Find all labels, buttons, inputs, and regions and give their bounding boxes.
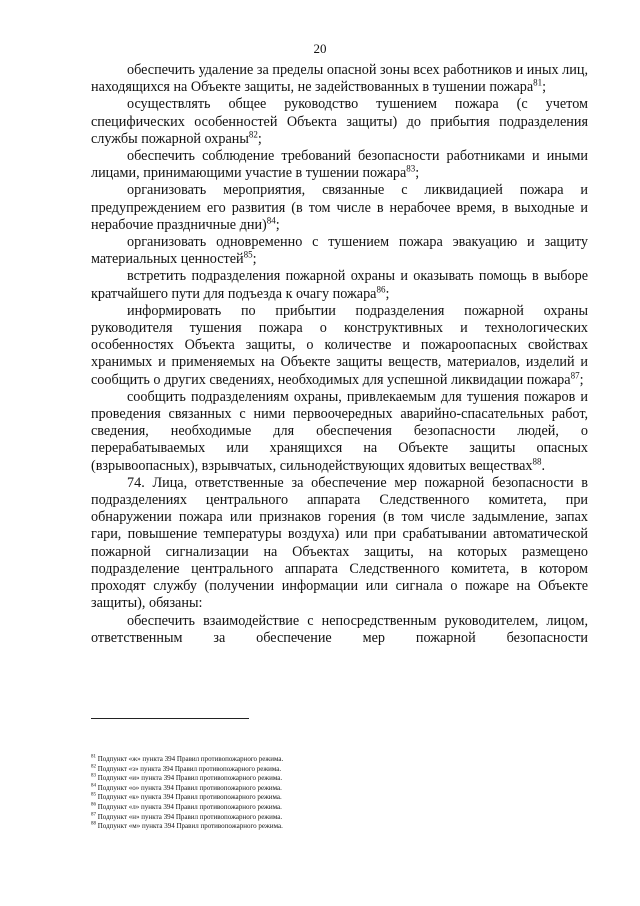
footnotes (91, 755, 531, 832)
paragraph-2-text: осуществлять общее руководство тушением пожара (с учетом специфических особенностей Объекта защиты) до прибытия подразделения службы пожарной охраны (91, 96, 588, 147)
paragraph-4-text: организовать мероприятия, связанные с ликвидацией пожара и предупреждением его развития (в том числе в нерабочее время, в выходные и нерабочие праздничные дни) (91, 182, 588, 233)
paragraph-3 (91, 148, 588, 182)
footnote-ref-82: 82 (248, 129, 258, 140)
paragraph-2 (91, 96, 588, 148)
paragraph-5-text: организовать одновременно с тушением пожара эвакуацию и защиту материальных ценностей (91, 234, 588, 268)
paragraph-3-tail: ; (415, 165, 420, 182)
footnote-divider (91, 718, 249, 719)
footnote-ref-84: 84 (266, 215, 276, 226)
paragraph-7-text: информировать по прибытии подразделения пожарной охраны руководителя тушения пожара о конструктивных и технологических особенностях Объекта защиты, о количестве и пожароопасных свойствах хранимых и применяемых на Объекте защиты веществ, материалов, изделий и сообщить о других сведениях, необходимых для успешной ликвидации пожара (91, 302, 588, 388)
footnote-text: Подпункт «ж» пункта 394 Правил противопожарного режима. (97, 755, 284, 763)
paragraph-5 (91, 234, 588, 268)
footnote-ref-83: 83 (406, 163, 416, 174)
footnote-ref-81: 81 (533, 77, 543, 88)
footnote-number: 84 (91, 783, 96, 789)
footnote-82 (91, 765, 531, 775)
footnote-81 (91, 755, 531, 765)
footnote-88 (91, 822, 531, 832)
footnote-number: 83 (91, 773, 96, 779)
paragraph-1 (91, 62, 588, 96)
footnote-ref-86: 86 (376, 283, 386, 294)
paragraph-8-text: сообщить подразделениям охраны, привлекаемым для тушения пожаров и проведения связанных с ними первоочередных аварийно-спасательных работ, сведения, необходимые для обеспечения безопасности людей, о перерабатываемых или хранящихся на Объекте защиты опасных (взрывоопасных), взрывчатых, сильнодействующих ядовитых веществах (91, 388, 588, 474)
paragraph-2-tail: ; (257, 130, 262, 147)
footnote-ref-87: 87 (570, 369, 580, 380)
paragraph-1-text: обеспечить удаление за пределы опасной зоны всех работников и иных лиц, находящихся на Объекте защиты, не задействованных в тушении пожара (91, 62, 588, 96)
paragraph-6-tail: ; (385, 285, 390, 302)
paragraph-5-tail: ; (252, 251, 257, 268)
footnote-85 (91, 793, 531, 803)
paragraph-3-text: обеспечить соблюдение требований безопасности работниками и иными лицами, принимающими участие в тушении пожара (91, 148, 588, 182)
footnote-text: Подпункт «о» пункта 394 Правил противопожарного режима. (97, 783, 282, 792)
paragraph-9-text: 74. Лица, ответственные за обеспечение мер пожарной безопасности в подразделениях центрального аппарата Следственного комитета, при обнаружении пожара или признаков горения (в том числе задымление, запах гари, повышение температуры воздуха) или при срабатывании автоматической пожарной сигнализации на Объектах защиты, на которых размещено подразделение центрального аппарата Следственного комитета, в котором проходят службу (получении информации или сигнала о пожаре на Объекте защиты), обязаны: (91, 474, 588, 612)
paragraph-8-tail: . (541, 457, 546, 474)
paragraph-4-tail: ; (275, 216, 280, 233)
footnote-ref-88: 88 (532, 455, 542, 466)
footnote-number: 81 (91, 754, 96, 760)
paragraph-9 (91, 475, 588, 613)
footnote-text: Подпункт «л» пункта 394 Правил противопожарного режима. (97, 802, 282, 811)
paragraph-10 (91, 613, 588, 647)
footnote-number: 85 (91, 793, 96, 799)
footnote-83 (91, 774, 531, 784)
footnote-86 (91, 803, 531, 813)
footnote-text: Подпункт «з» пункта 394 Правил противопожарного режима. (97, 764, 282, 773)
paragraph-8 (91, 389, 588, 475)
paragraph-7 (91, 303, 588, 389)
footnote-number: 87 (91, 812, 96, 818)
paragraph-6 (91, 268, 588, 302)
paragraph-6-text: встретить подразделения пожарной охраны и оказывать помощь в выборе кратчайшего пути для подъезда к очагу пожара (91, 268, 588, 302)
page-number: 20 (313, 41, 327, 56)
paragraph-1-tail: ; (542, 79, 547, 96)
paragraph-4 (91, 182, 588, 234)
footnote-number: 82 (91, 764, 96, 770)
footnote-text: Подпункт «и» пункта 394 Правил противопожарного режима. (97, 774, 283, 783)
paragraph-10-text: обеспечить взаимодействие с непосредственным руководителем, лицом, ответственным за обеспечение мер пожарной безопасности (91, 612, 588, 646)
footnote-87 (91, 813, 531, 823)
footnote-ref-85: 85 (243, 249, 253, 260)
footnote-text: Подпункт «м» пункта 394 Правил противопожарного режима. (97, 822, 283, 831)
footnote-number: 86 (91, 802, 96, 808)
footnote-number: 88 (91, 821, 96, 827)
footnote-text: Подпункт «н» пункта 394 Правил противопожарного режима. (97, 812, 283, 821)
footnote-84 (91, 784, 531, 794)
footnote-text: Подпункт «к» пункта 394 Правил противопожарного режима. (97, 793, 282, 802)
body-text (91, 62, 588, 647)
paragraph-7-tail: ; (579, 371, 584, 388)
